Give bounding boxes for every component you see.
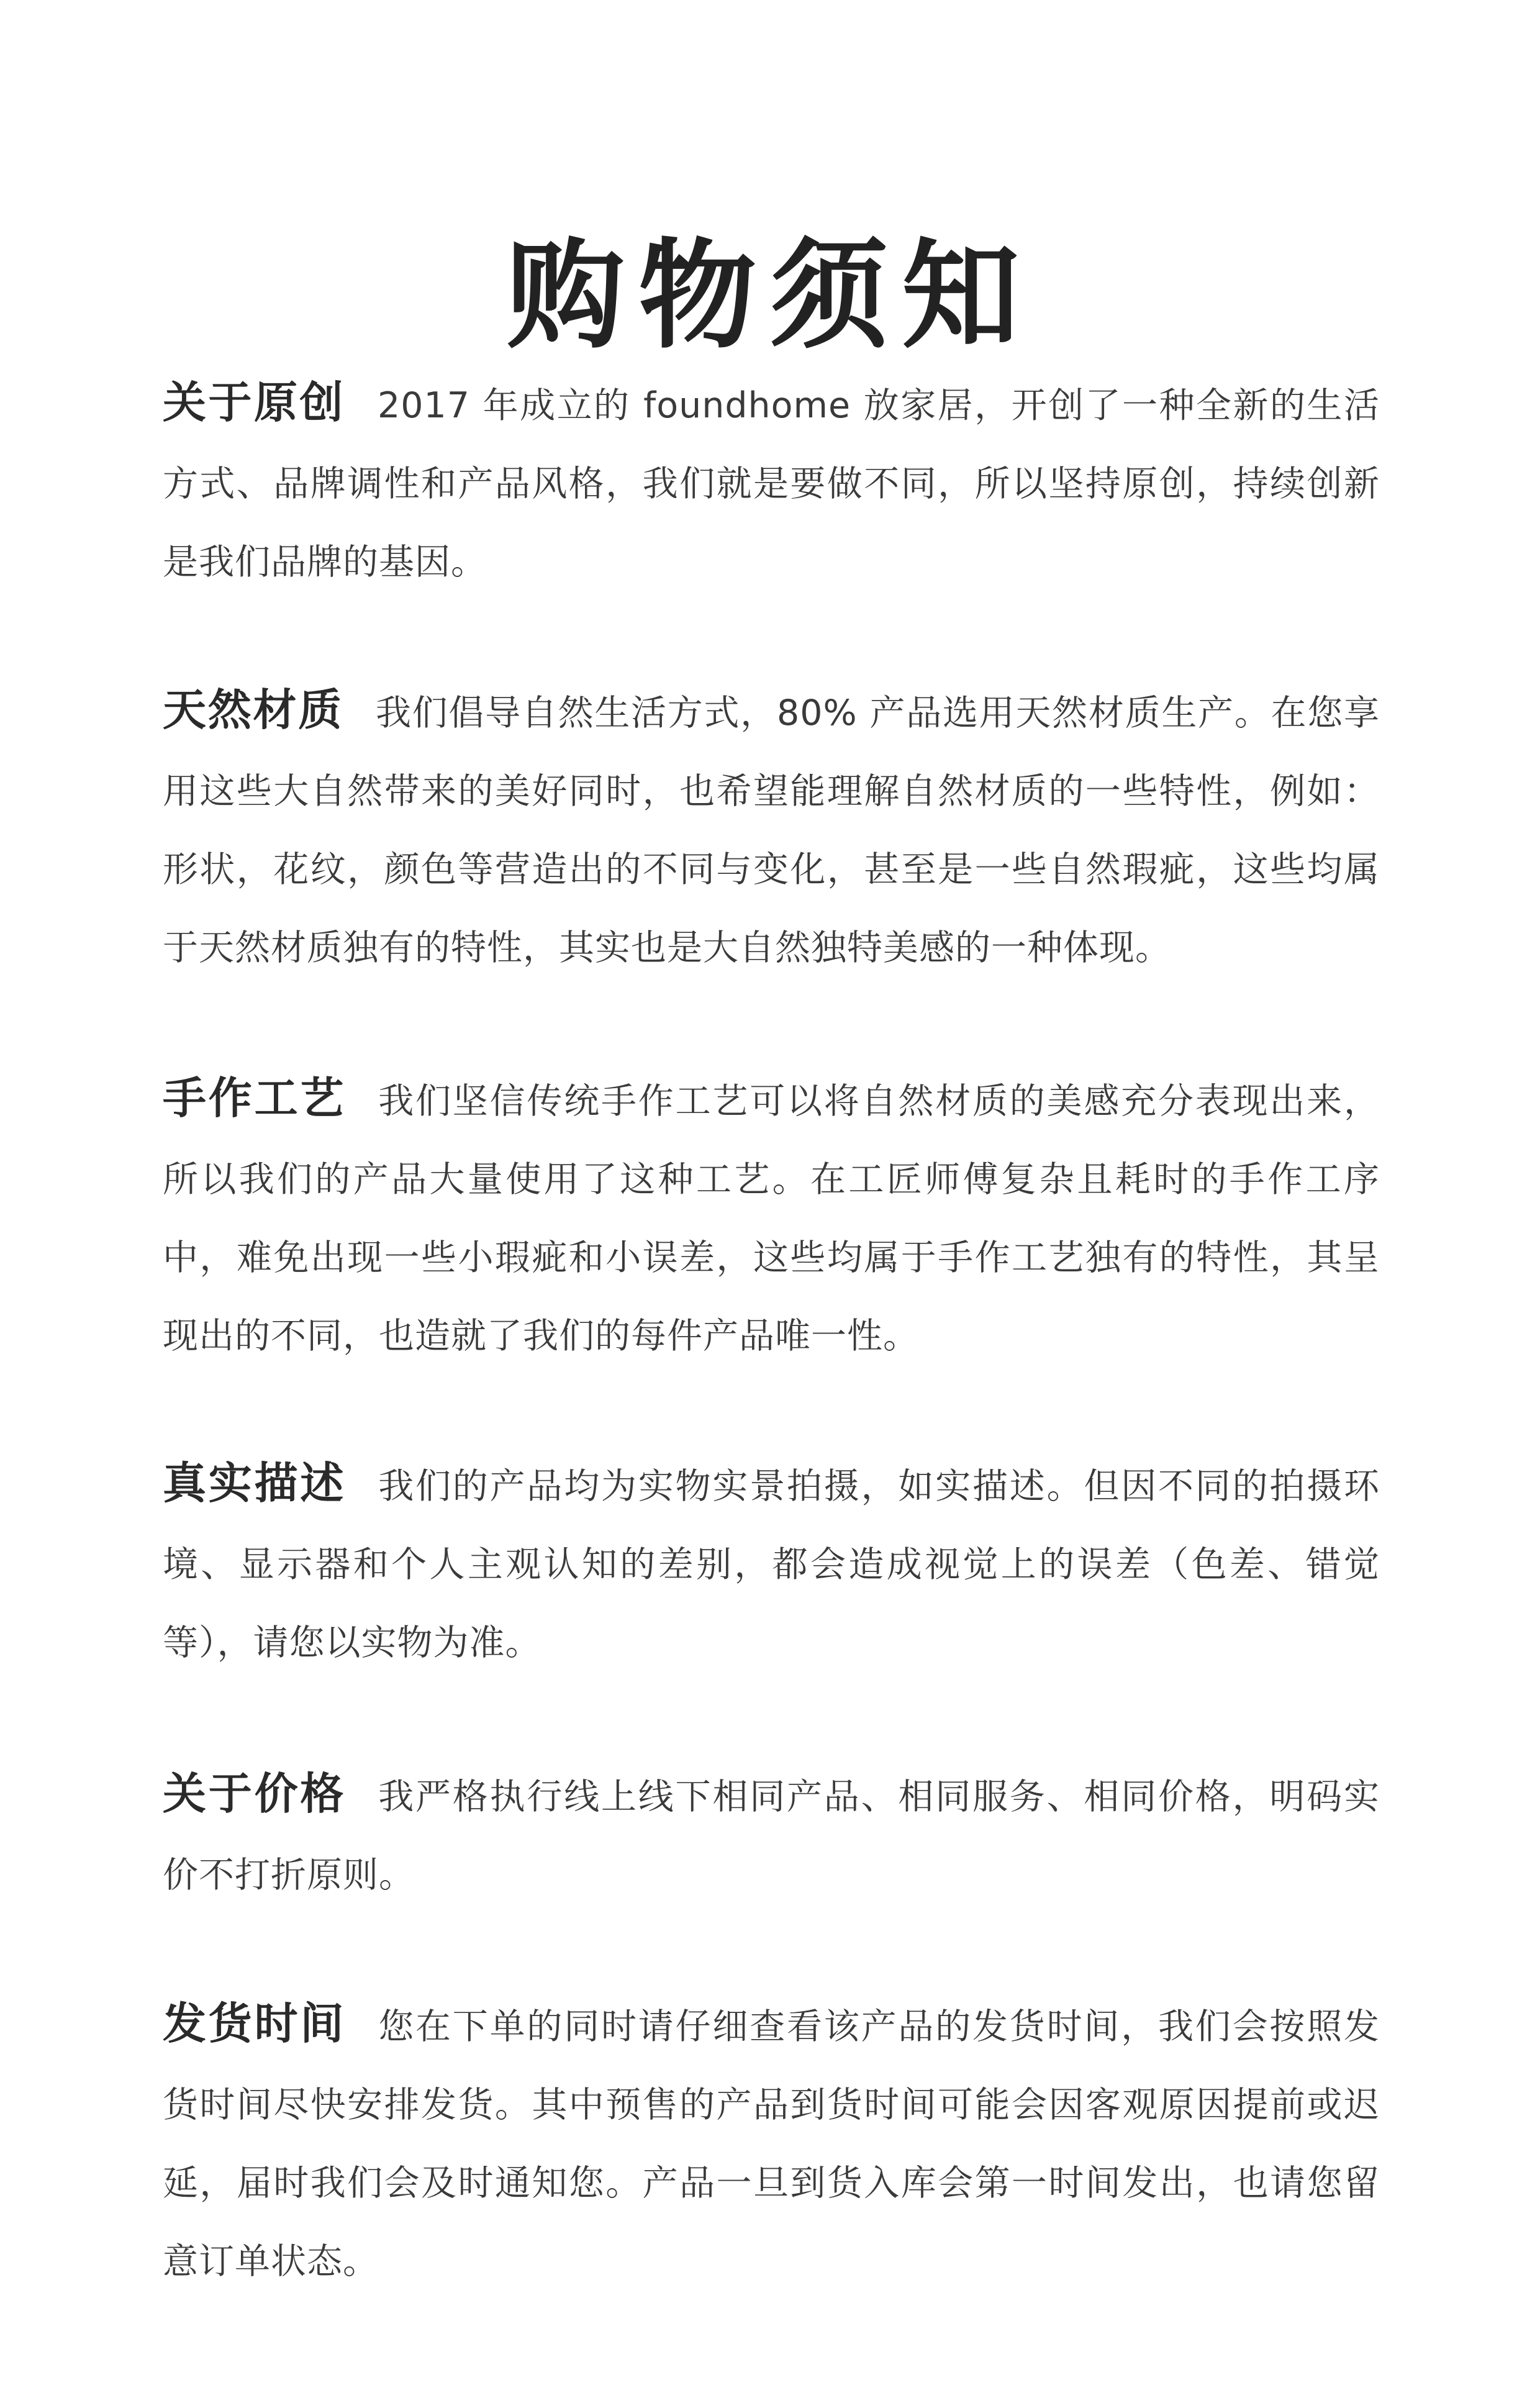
section-heading: 真实描述 — [163, 1458, 346, 1509]
section-body: 我们倡导自然生活方式，80% 产品选用天然材质生产。在您享用这些大自然带来的美好同时，也希望能理解自然材质的一些特性，例如：形状，花纹，颜色等营造出的不同与变化，甚至是一些自然瑕疵，这些均属于天然材质独有的特性，其实也是大自然独特美感的一种体现。 — [163, 693, 1380, 968]
section-heading: 手作工艺 — [163, 1073, 346, 1124]
section-price — [163, 1755, 1380, 1914]
section-natural-material — [163, 671, 1380, 987]
section-body: 我们的产品均为实物实景拍摄，如实描述。但因不同的拍摄环境、显示器和个人主观认知的差别，都会造成视觉上的误差（色差、错觉等），请您以实物为准。 — [163, 1466, 1380, 1663]
page-title: 购物须知 — [506, 227, 1033, 365]
section-heading: 天然材质 — [163, 684, 343, 735]
section-true-description — [163, 1444, 1380, 1682]
section-body: 我们坚信传统手作工艺可以将自然材质的美感充分表现出来，所以我们的产品大量使用了这种工艺。在工匠师傅复杂且耗时的手作工序中，难免出现一些小瑕疵和小误差，这些均属于手作工艺独有的特性，其呈现出的不同，也造就了我们的每件产品唯一性。 — [163, 1081, 1380, 1356]
section-heading: 关于价格 — [163, 1768, 346, 1819]
section-shipping-time — [163, 1984, 1380, 2301]
section-heading: 关于原创 — [163, 377, 345, 428]
section-body: 您在下单的同时请仔细查看该产品的发货时间，我们会按照发货时间尽快安排发货。其中预售的产品到货时间可能会因客观原因提前或迟延，届时我们会及时通知您。产品一旦到货入库会第一时间发出，也请您留意订单状态。 — [163, 2006, 1380, 2282]
section-body: 2017 年成立的 foundhome 放家居，开创了一种全新的生活方式、品牌调性和产品风格，我们就是要做不同，所以坚持原创，持续创新是我们品牌的基因。 — [163, 385, 1380, 583]
section-handcraft — [163, 1059, 1380, 1375]
section-body: 我严格执行线上线下相同产品、相同服务、相同价格，明码实价不打折原则。 — [163, 1776, 1380, 1896]
section-original — [163, 363, 1380, 601]
section-heading: 发货时间 — [163, 1998, 346, 2049]
